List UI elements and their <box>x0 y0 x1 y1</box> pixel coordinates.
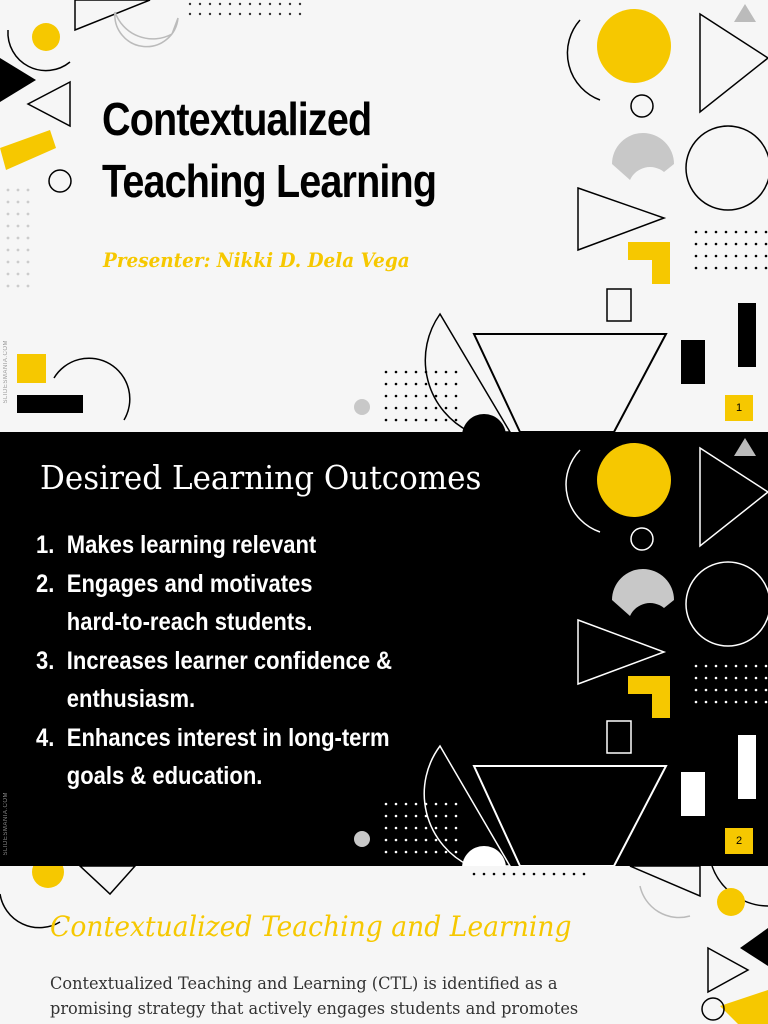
outcome-text: Enhances interest in long-term goals & education. <box>66 723 390 790</box>
slide-1-title-line-2: Teaching Learning <box>102 155 437 207</box>
outcome-number: 4. <box>36 723 55 752</box>
slide-1 <box>0 0 768 432</box>
slide-1-page-number: 1 <box>725 395 753 421</box>
outcome-item <box>36 719 454 796</box>
outcome-text: Increases learner confidence & enthusiasm. <box>66 646 393 713</box>
outcome-number: 1. <box>36 531 55 559</box>
outcome-number: 2. <box>36 569 55 598</box>
presenter-name: Presenter: Nikki D. Dela Vega <box>103 248 410 272</box>
slide-1-title <box>102 88 436 212</box>
slide-1-title-line-1: Contextualized <box>102 93 372 145</box>
slide-3-body: Contextualized Teaching and Learning (CTL) is identified as a promising strategy that actively engages students and promotes <box>50 974 579 1019</box>
slide-1-watermark: SLIDESMANIA.COM <box>3 340 9 404</box>
slide-3-title: Contextualized Teaching and Learning <box>50 910 572 943</box>
outcome-item <box>36 642 454 719</box>
slide-2-watermark: SLIDESMANIA.COM <box>3 792 9 856</box>
slide-3 <box>0 866 768 1024</box>
outcome-number: 3. <box>36 646 55 675</box>
slide-2-title: Desired Learning Outcomes <box>40 458 482 497</box>
outcome-text: Engages and motivates hard-to-reach students. <box>66 569 313 636</box>
outcome-item <box>36 526 454 565</box>
outcome-text: Makes learning relevant <box>66 531 317 559</box>
slide-1-decorations <box>0 0 768 432</box>
slide-2 <box>0 432 768 866</box>
slide-2-page-number: 2 <box>725 828 753 854</box>
outcomes-list <box>36 526 511 796</box>
outcome-item <box>36 565 454 642</box>
